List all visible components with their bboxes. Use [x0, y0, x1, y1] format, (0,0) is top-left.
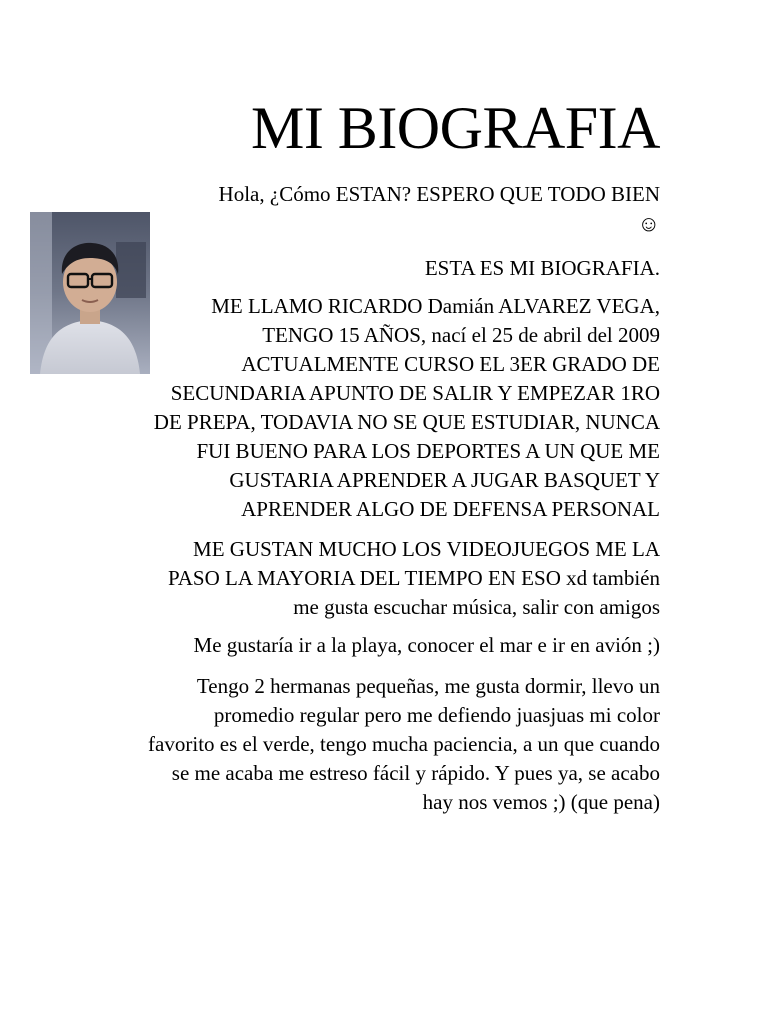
text-line: ACTUALMENTE CURSO EL 3ER GRADO DE — [241, 352, 660, 376]
text-line: favorito es el verde, tengo mucha paciencia, a un que cuando — [148, 732, 660, 756]
wishes-text: Me gustaría ir a la playa, conocer el mar e ir en avión ;) — [193, 633, 660, 657]
text-line: DE PREPA, TODAVIA NO SE QUE ESTUDIAR, NUNCA — [153, 410, 660, 434]
text-line: PASO LA MAYORIA DEL TIEMPO EN ESO xd también — [168, 566, 660, 590]
text-line: FUI BUENO PARA LOS DEPORTES A UN QUE ME — [196, 439, 660, 463]
text-line: TENGO 15 AÑOS, nací el 25 de abril del 2009 — [262, 323, 660, 347]
text-line: Tengo 2 hermanas pequeñas, me gusta dormir, llevo un — [196, 674, 660, 698]
text-line: me gusta escuchar música, salir con amigos — [293, 595, 660, 619]
text-line: APRENDER ALGO DE DEFENSA PERSONAL — [241, 497, 660, 521]
greeting-paragraph — [104, 180, 660, 238]
greeting-text: Hola, ¿Cómo ESTAN? ESPERO QUE TODO BIEN — [218, 182, 660, 206]
text-line: GUSTARIA APRENDER A JUGAR BASQUET Y — [229, 468, 660, 492]
family-paragraph — [104, 672, 660, 817]
text-line: se me acaba me estreso fácil y rápido. Y pues ya, se acabo — [171, 761, 660, 785]
bio-paragraph — [104, 292, 660, 524]
smiley-icon: ☺ — [637, 211, 660, 236]
text-line: promedio regular pero me defiendo juasjuas mi color — [213, 703, 660, 727]
text-line: ME LLAMO RICARDO Damián ALVAREZ VEGA, — [211, 294, 660, 318]
likes-paragraph — [104, 535, 660, 622]
text-line: SECUNDARIA APUNTO DE SALIR Y EMPEZAR 1RO — [170, 381, 660, 405]
text-line: hay nos vemos ;) (que pena) — [422, 790, 660, 814]
text-line: ME GUSTAN MUCHO LOS VIDEOJUEGOS ME LA — [193, 537, 660, 561]
intro-text: ESTA ES MI BIOGRAFIA. — [424, 256, 660, 280]
page-title: MI BIOGRAFIA — [250, 95, 660, 161]
